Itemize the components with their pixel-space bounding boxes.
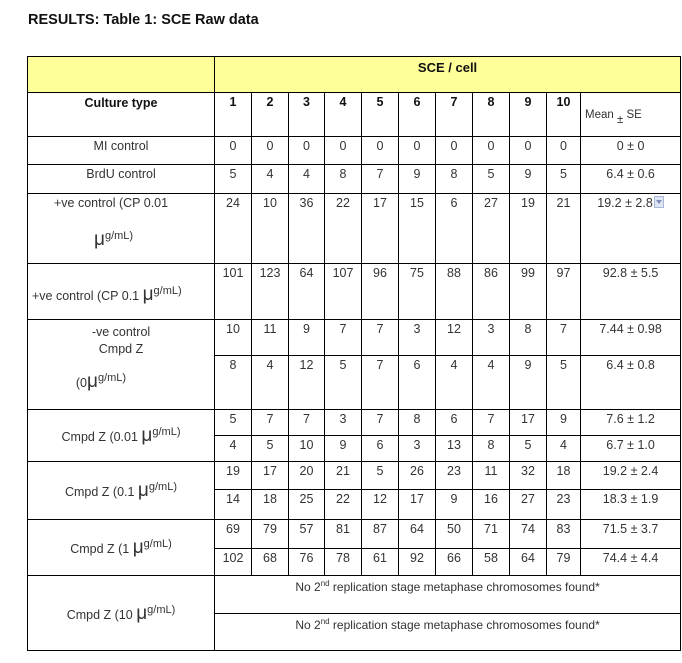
table-row xyxy=(28,410,681,436)
unit-label: g/mL) xyxy=(97,372,127,384)
note-superscript: nd xyxy=(320,617,330,626)
value-cell: 87 xyxy=(362,520,399,549)
value-cell: 11 xyxy=(252,320,289,356)
value-cell: 8 xyxy=(215,356,252,410)
value-cell: 69 xyxy=(215,520,252,549)
value-cell: 8 xyxy=(399,410,436,436)
value-cell: 12 xyxy=(289,356,325,410)
value-cell: 74 xyxy=(510,520,547,549)
value-cell: 5 xyxy=(510,436,547,462)
row-label: BrdU control xyxy=(28,165,215,194)
value-cell: 7 xyxy=(473,410,510,436)
table-row xyxy=(28,194,681,264)
value-cell: 61 xyxy=(362,549,399,576)
value-cell: 4 xyxy=(215,436,252,462)
value-cell: 18 xyxy=(547,462,581,490)
mu-symbol: μ xyxy=(136,602,148,624)
value-cell: 5 xyxy=(362,462,399,490)
value-cell: 6 xyxy=(399,356,436,410)
sce-raw-data-table xyxy=(27,56,681,651)
value-cell: 0 xyxy=(399,137,436,165)
cell-number-header: 5 xyxy=(362,93,399,137)
value-cell: 11 xyxy=(473,462,510,490)
value-cell: 7 xyxy=(289,410,325,436)
value-cell: 32 xyxy=(510,462,547,490)
value-cell: 64 xyxy=(399,520,436,549)
value-cell: 0 xyxy=(289,137,325,165)
value-cell: 7 xyxy=(547,320,581,356)
value-cell: 4 xyxy=(289,165,325,194)
row-label xyxy=(28,194,215,264)
value-cell: 12 xyxy=(362,490,399,520)
sce-per-cell-header: SCE / cell xyxy=(215,57,681,93)
value-cell: 23 xyxy=(547,490,581,520)
value-cell: 21 xyxy=(325,462,362,490)
value-cell: 12 xyxy=(436,320,473,356)
value-cell: 7 xyxy=(252,410,289,436)
unit-label: g/mL) xyxy=(148,481,177,493)
value-cell: 71 xyxy=(473,520,510,549)
value-cell: 81 xyxy=(325,520,362,549)
page-title: RESULTS: Table 1: SCE Raw data xyxy=(28,12,259,28)
cell-number-header: 1 xyxy=(215,93,252,137)
value-cell: 9 xyxy=(436,490,473,520)
row-label xyxy=(28,462,215,520)
value-cell: 5 xyxy=(547,165,581,194)
cell-number-header: 7 xyxy=(436,93,473,137)
no-chromosomes-note xyxy=(215,614,681,651)
value-cell: 5 xyxy=(547,356,581,410)
note-superscript: nd xyxy=(320,579,330,588)
mean-se-value: 19.2 ± 2.8 xyxy=(597,196,653,210)
row-label-text: Cmpd Z (10 xyxy=(66,607,137,622)
value-cell: 5 xyxy=(215,410,252,436)
value-cell: 6 xyxy=(362,436,399,462)
value-cell: 17 xyxy=(510,410,547,436)
value-cell: 123 xyxy=(252,264,289,320)
value-cell: 19 xyxy=(510,194,547,264)
mean-se-header xyxy=(581,93,681,137)
value-cell: 79 xyxy=(252,520,289,549)
value-cell: 64 xyxy=(289,264,325,320)
row-label xyxy=(28,576,215,651)
value-cell: 13 xyxy=(436,436,473,462)
value-cell: 10 xyxy=(252,194,289,264)
value-cell: 9 xyxy=(510,356,547,410)
value-cell: 4 xyxy=(252,165,289,194)
value-cell: 14 xyxy=(215,490,252,520)
mean-se-cell xyxy=(581,194,681,264)
cell-number-header: 3 xyxy=(289,93,325,137)
cell-number-header: 8 xyxy=(473,93,510,137)
value-cell: 19 xyxy=(215,462,252,490)
value-cell: 0 xyxy=(252,137,289,165)
mean-se-cell: 7.44 ± 0.98 xyxy=(581,320,681,356)
table-row xyxy=(28,264,681,320)
mu-symbol: μ xyxy=(132,537,144,558)
note-text: replication stage metaphase chromosomes found* xyxy=(329,580,600,594)
value-cell: 0 xyxy=(325,137,362,165)
row-label-line: -ve control xyxy=(91,325,151,339)
mean-se-cell: 19.2 ± 2.4 xyxy=(581,462,681,490)
mu-symbol: μ xyxy=(94,229,105,250)
value-cell: 5 xyxy=(252,436,289,462)
mu-symbol: μ xyxy=(142,284,154,305)
value-cell: 9 xyxy=(399,165,436,194)
header-row-columns xyxy=(28,93,681,137)
mean-se-cell: 6.7 ± 1.0 xyxy=(581,436,681,462)
table-row xyxy=(28,520,681,549)
value-cell: 36 xyxy=(289,194,325,264)
mu-symbol: μ xyxy=(137,480,149,501)
value-cell: 102 xyxy=(215,549,252,576)
value-cell: 22 xyxy=(325,490,362,520)
value-cell: 17 xyxy=(362,194,399,264)
mean-se-cell: 18.3 ± 1.9 xyxy=(581,490,681,520)
mu-symbol: μ xyxy=(141,425,153,446)
note-text: replication stage metaphase chromosomes found* xyxy=(329,618,600,632)
plus-minus-symbol: ± xyxy=(616,114,624,126)
value-cell: 9 xyxy=(289,320,325,356)
table-row xyxy=(28,576,681,614)
value-cell: 79 xyxy=(547,549,581,576)
value-cell: 0 xyxy=(436,137,473,165)
row-label xyxy=(28,320,215,410)
value-cell: 58 xyxy=(473,549,510,576)
mean-se-cell: 7.6 ± 1.2 xyxy=(581,410,681,436)
value-cell: 27 xyxy=(473,194,510,264)
value-cell: 26 xyxy=(399,462,436,490)
mean-se-cell: 92.8 ± 5.5 xyxy=(581,264,681,320)
value-cell: 4 xyxy=(252,356,289,410)
value-cell: 3 xyxy=(325,410,362,436)
value-cell: 5 xyxy=(325,356,362,410)
value-cell: 0 xyxy=(215,137,252,165)
value-cell: 6 xyxy=(436,194,473,264)
value-cell: 99 xyxy=(510,264,547,320)
value-cell: 68 xyxy=(252,549,289,576)
value-cell: 8 xyxy=(510,320,547,356)
row-label xyxy=(28,520,215,576)
row-label xyxy=(28,264,215,320)
value-cell: 0 xyxy=(473,137,510,165)
row-label-text: (0 xyxy=(75,376,88,390)
value-cell: 3 xyxy=(399,436,436,462)
row-label: MI control xyxy=(28,137,215,165)
value-cell: 15 xyxy=(399,194,436,264)
value-cell: 23 xyxy=(436,462,473,490)
value-cell: 9 xyxy=(325,436,362,462)
value-cell: 0 xyxy=(362,137,399,165)
row-label-text: Cmpd Z (0.01 xyxy=(61,430,142,444)
value-cell: 5 xyxy=(215,165,252,194)
row-label-text: Cmpd Z (0.1 xyxy=(64,485,138,499)
table-row xyxy=(28,165,681,194)
value-cell: 20 xyxy=(289,462,325,490)
value-cell: 10 xyxy=(289,436,325,462)
value-cell: 7 xyxy=(325,320,362,356)
header-row-group xyxy=(28,57,681,93)
value-cell: 9 xyxy=(547,410,581,436)
value-cell: 7 xyxy=(362,165,399,194)
row-label-text: +ve control (CP 0.01 xyxy=(54,196,169,210)
value-cell: 17 xyxy=(399,490,436,520)
mean-se-cell: 6.4 ± 0.8 xyxy=(581,356,681,410)
mean-se-cell: 71.5 ± 3.7 xyxy=(581,520,681,549)
value-cell: 92 xyxy=(399,549,436,576)
table-row xyxy=(28,320,681,356)
note-text: No 2 xyxy=(295,580,321,594)
unit-label: g/mL) xyxy=(152,426,181,438)
se-label: SE xyxy=(626,109,642,121)
value-cell: 86 xyxy=(473,264,510,320)
value-cell: 96 xyxy=(362,264,399,320)
value-cell: 16 xyxy=(473,490,510,520)
value-cell: 8 xyxy=(325,165,362,194)
cell-number-header: 2 xyxy=(252,93,289,137)
table-row xyxy=(28,137,681,165)
value-cell: 83 xyxy=(547,520,581,549)
cell-number-header: 10 xyxy=(547,93,581,137)
value-cell: 7 xyxy=(362,356,399,410)
no-chromosomes-note xyxy=(215,576,681,614)
header-blank-cell xyxy=(28,57,215,93)
value-cell: 7 xyxy=(362,320,399,356)
value-cell: 27 xyxy=(510,490,547,520)
unit-label: g/mL) xyxy=(104,230,134,242)
value-cell: 78 xyxy=(325,549,362,576)
value-cell: 57 xyxy=(289,520,325,549)
value-cell: 8 xyxy=(473,436,510,462)
value-cell: 3 xyxy=(473,320,510,356)
row-label xyxy=(28,410,215,462)
value-cell: 5 xyxy=(473,165,510,194)
unit-label: g/mL) xyxy=(147,603,176,616)
value-cell: 64 xyxy=(510,549,547,576)
value-cell: 0 xyxy=(547,137,581,165)
value-cell: 8 xyxy=(436,165,473,194)
value-cell: 25 xyxy=(289,490,325,520)
value-cell: 4 xyxy=(436,356,473,410)
note-text: No 2 xyxy=(295,618,321,632)
table-row xyxy=(28,462,681,490)
value-cell: 21 xyxy=(547,194,581,264)
cell-number-header: 6 xyxy=(399,93,436,137)
value-cell: 4 xyxy=(473,356,510,410)
value-cell: 107 xyxy=(325,264,362,320)
value-cell: 4 xyxy=(547,436,581,462)
mean-label: Mean xyxy=(585,109,614,121)
value-cell: 3 xyxy=(399,320,436,356)
row-label-text: Cmpd Z (1 xyxy=(70,542,133,556)
unit-label: g/mL) xyxy=(143,538,172,550)
value-cell: 75 xyxy=(399,264,436,320)
mean-se-cell: 6.4 ± 0.6 xyxy=(581,165,681,194)
row-label-text: +ve control (CP 0.1 xyxy=(32,289,143,303)
mu-symbol: μ xyxy=(87,371,98,392)
cell-number-header: 9 xyxy=(510,93,547,137)
value-cell: 9 xyxy=(510,165,547,194)
dropdown-handle-icon[interactable] xyxy=(654,196,664,208)
mean-se-cell: 0 ± 0 xyxy=(581,137,681,165)
value-cell: 17 xyxy=(252,462,289,490)
value-cell: 6 xyxy=(436,410,473,436)
value-cell: 7 xyxy=(362,410,399,436)
value-cell: 0 xyxy=(510,137,547,165)
value-cell: 24 xyxy=(215,194,252,264)
mean-se-cell: 74.4 ± 4.4 xyxy=(581,549,681,576)
value-cell: 101 xyxy=(215,264,252,320)
unit-label: g/mL) xyxy=(153,285,182,297)
value-cell: 10 xyxy=(215,320,252,356)
value-cell: 66 xyxy=(436,549,473,576)
value-cell: 97 xyxy=(547,264,581,320)
value-cell: 76 xyxy=(289,549,325,576)
value-cell: 18 xyxy=(252,490,289,520)
cell-number-header: 4 xyxy=(325,93,362,137)
value-cell: 50 xyxy=(436,520,473,549)
value-cell: 88 xyxy=(436,264,473,320)
value-cell: 22 xyxy=(325,194,362,264)
culture-type-header: Culture type xyxy=(28,93,215,137)
row-label-line: Cmpd Z xyxy=(98,342,144,356)
